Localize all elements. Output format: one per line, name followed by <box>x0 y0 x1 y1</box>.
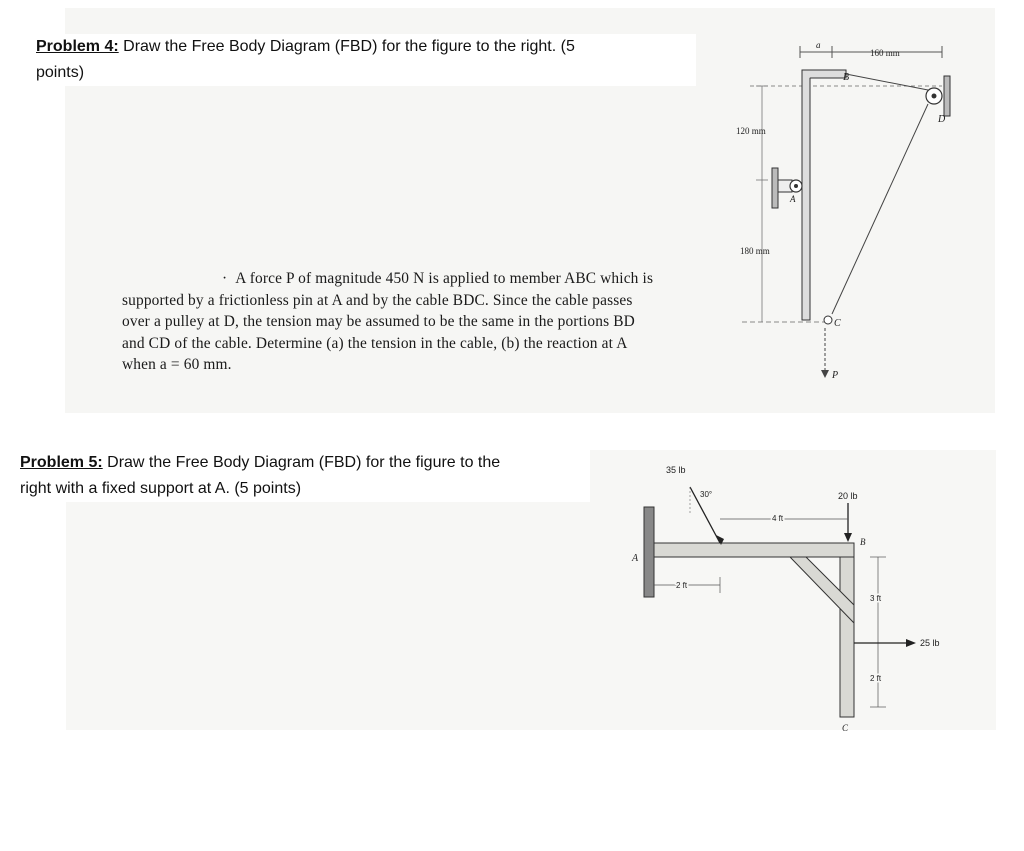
problem-4-label: Problem 4: <box>36 38 119 55</box>
problem-5-instruction-line2: right with a fixed support at A. (5 points) <box>20 480 302 497</box>
vertical-member <box>840 557 854 717</box>
problem-5-figure <box>620 455 965 745</box>
dim-a-label: a <box>816 40 821 50</box>
force-p-label: P <box>832 370 839 381</box>
horizontal-beam <box>654 543 854 557</box>
force-35-label: 35 lb <box>666 465 686 475</box>
cable-cd <box>832 104 928 314</box>
fixed-wall-a <box>644 507 654 597</box>
dim-4ft-label: 4 ft <box>772 514 784 523</box>
scanned-text-line-1: · A force P of magnitude 450 N is applied to member ABC which is <box>222 270 654 287</box>
problem-4-instruction-line2: points) <box>36 64 85 81</box>
force-25-label: 25 lb <box>920 638 940 648</box>
point-c-label: C <box>834 318 841 329</box>
dim-180-label: 180 mm <box>740 246 770 256</box>
wall-d <box>944 76 950 116</box>
point-d-label: D <box>938 114 946 125</box>
problem-5-label: Problem 5: <box>20 454 103 471</box>
angle-30-label: 30° <box>700 490 713 499</box>
dim-160-label: 160 mm <box>870 48 900 58</box>
dim-120-label: 120 mm <box>736 126 766 136</box>
dim-2ft-bottom-label: 2 ft <box>676 581 688 590</box>
point-a-label: A <box>790 194 796 204</box>
scanned-text-line-2: supported by a frictionless pin at A and by the cable BDC. Since the cable passes <box>122 291 633 309</box>
point-a-label: A <box>632 553 639 564</box>
force-20-label: 20 lb <box>838 491 858 501</box>
member-abc <box>802 70 810 320</box>
point-b-label: B <box>860 537 866 547</box>
problem-5-heading <box>20 450 590 502</box>
problem-4-figure <box>720 30 960 390</box>
dim-2ft-right-label: 2 ft <box>870 674 882 683</box>
scanned-text-line-3: over a pulley at D, the tension may be assumed to be the same in the portions BD <box>122 313 635 330</box>
point-c-label: C <box>842 723 849 733</box>
dim-3ft-label: 3 ft <box>870 594 882 603</box>
cable-bd <box>846 74 928 90</box>
wall-a <box>772 168 778 208</box>
point-b-label: B <box>843 72 850 83</box>
scanned-text-line-5: when a = 60 mm. <box>122 356 232 373</box>
problem-5-instruction-line1: Draw the Free Body Diagram (FBD) for the figure to the <box>102 454 501 471</box>
problem-4-scanned-text <box>122 268 692 376</box>
problem-4-instruction-line1: Draw the Free Body Diagram (FBD) for the figure to the right. (5 <box>118 38 575 55</box>
scanned-text-line-4: and CD of the cable. Determine (a) the tension in the cable, (b) the reaction at A <box>122 334 628 352</box>
problem-4-heading <box>36 34 696 86</box>
